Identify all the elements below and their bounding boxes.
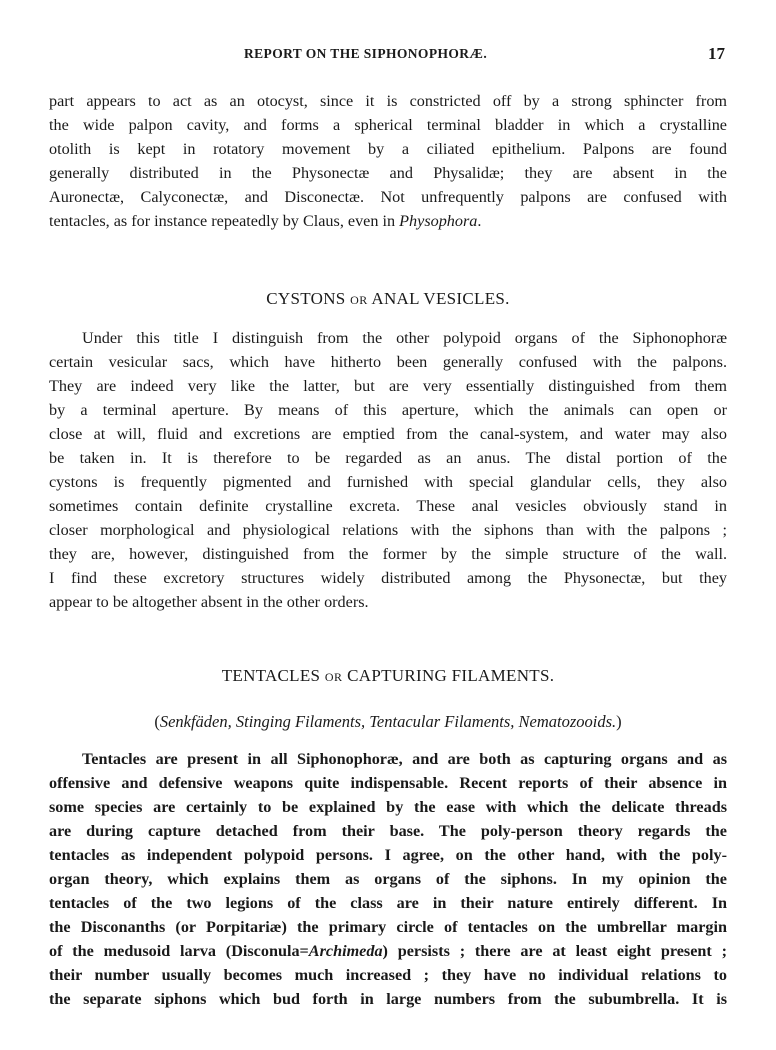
text-line: I find these excretory structures widely distributed among the Physonectæ, but they — [49, 569, 727, 587]
text-line: be taken in. It is therefore to be regarded as an anus. The distal portion of the — [49, 449, 727, 467]
text-line: offensive and defensive weapons quite indispensable. Recent reports of their absence in — [49, 774, 727, 792]
text-line: Tentacles are present in all Siphonophoræ, and are both as capturing organs and as — [82, 750, 727, 768]
text-line: tentacles as independent polypoid persons. I agree, on the other hand, with the poly- — [49, 846, 727, 864]
text-line: Auronectæ, Calyconectæ, and Disconectæ. Not unfrequently palpons are confused with — [49, 188, 727, 206]
text-segment: ) persists ; there are at least eight present ; — [382, 942, 728, 960]
heading-or: OR — [350, 293, 368, 307]
text-segment: of the medusoid larva (Disconula= — [49, 942, 309, 960]
text-line: They are indeed very like the latter, but are very essentially distinguished from them — [49, 377, 727, 395]
text-line: the Disconanths (or Porpitariæ) the primary circle of tentacles on the umbrellar margin — [49, 918, 727, 936]
page-number: 17 — [708, 44, 725, 63]
open-paren: ( — [154, 712, 160, 731]
section-heading-tentacles — [0, 666, 776, 686]
text-line — [49, 939, 727, 963]
text-line — [49, 209, 727, 233]
paragraph-palpons — [49, 89, 727, 233]
heading-part: CYSTONS — [266, 289, 346, 308]
text-segment: tentacles, as for instance repeatedly by Claus, even in — [49, 212, 400, 230]
text-line: they are, however, distinguished from the former by the simple structure of the wall. — [49, 545, 727, 563]
italic-term: Archimeda — [308, 942, 383, 960]
text-line: closer morphological and physiological relations with the siphons than with the palpons ; — [49, 521, 727, 539]
section-heading-cystons — [0, 289, 776, 309]
heading-part: ANAL VESICLES. — [371, 289, 510, 308]
heading-part: CAPTURING FILAMENTS. — [347, 666, 555, 685]
text-line: certain vesicular sacs, which have hitherto been generally confused with the palpons. — [49, 353, 727, 371]
italic-term: Physophora — [399, 212, 478, 230]
text-line: some species are certainly to be explained by the ease with which the delicate threads — [49, 798, 727, 816]
text-line: Under this title I distinguish from the other polypoid organs of the Siphonophoræ — [82, 329, 727, 347]
text-line: tentacles of the two legions of the class are in their nature entirely different. In — [49, 894, 727, 912]
text-segment: . — [477, 212, 482, 230]
running-title: REPORT ON THE SIPHONOPHORÆ. — [244, 46, 488, 61]
text-line: organ theory, which explains them as organs of the siphons. In my opinion the — [49, 870, 727, 888]
heading-or: OR — [324, 670, 343, 684]
text-line: generally distributed in the Physonectæ and Physalidæ; they are absent in the — [49, 164, 727, 182]
section-subtitle — [0, 712, 776, 732]
text-line: part appears to act as an otocyst, since it is constricted off by a strong sphincter from — [49, 92, 727, 110]
text-line: by a terminal aperture. By means of this aperture, which the animals can open or — [49, 401, 727, 419]
heading-part: TENTACLES — [221, 666, 321, 685]
text-line: otolith is kept in rotatory movement by a ciliated epithelium. Palpons are found — [49, 140, 727, 158]
text-line: are during capture detached from their base. The poly-person theory regards the — [49, 822, 727, 840]
running-header — [0, 46, 776, 68]
text-line: sometimes contain definite crystalline excreta. These anal vesicles obviously stand in — [49, 497, 727, 515]
text-line: cystons is frequently pigmented and furnished with special glandular cells, they also — [49, 473, 727, 491]
paragraph-cystons — [49, 326, 727, 614]
text-line: close at will, fluid and excretions are emptied from the canal-system, and water may also — [49, 425, 727, 443]
subtitle-text: Senkfäden, Stinging Filaments, Tentacular Filaments, Nematozooids. — [159, 712, 617, 731]
paragraph-tentacles — [49, 747, 727, 1011]
text-line: appear to be altogether absent in the other orders. — [49, 593, 369, 611]
text-line: the wide palpon cavity, and forms a spherical terminal bladder in which a crystalline — [49, 116, 727, 134]
close-paren: ) — [616, 712, 622, 731]
text-line: the separate siphons which bud forth in large numbers from the subumbrella. It is — [49, 990, 727, 1008]
text-line: their number usually becomes much increased ; they have no individual relations to — [49, 966, 727, 984]
